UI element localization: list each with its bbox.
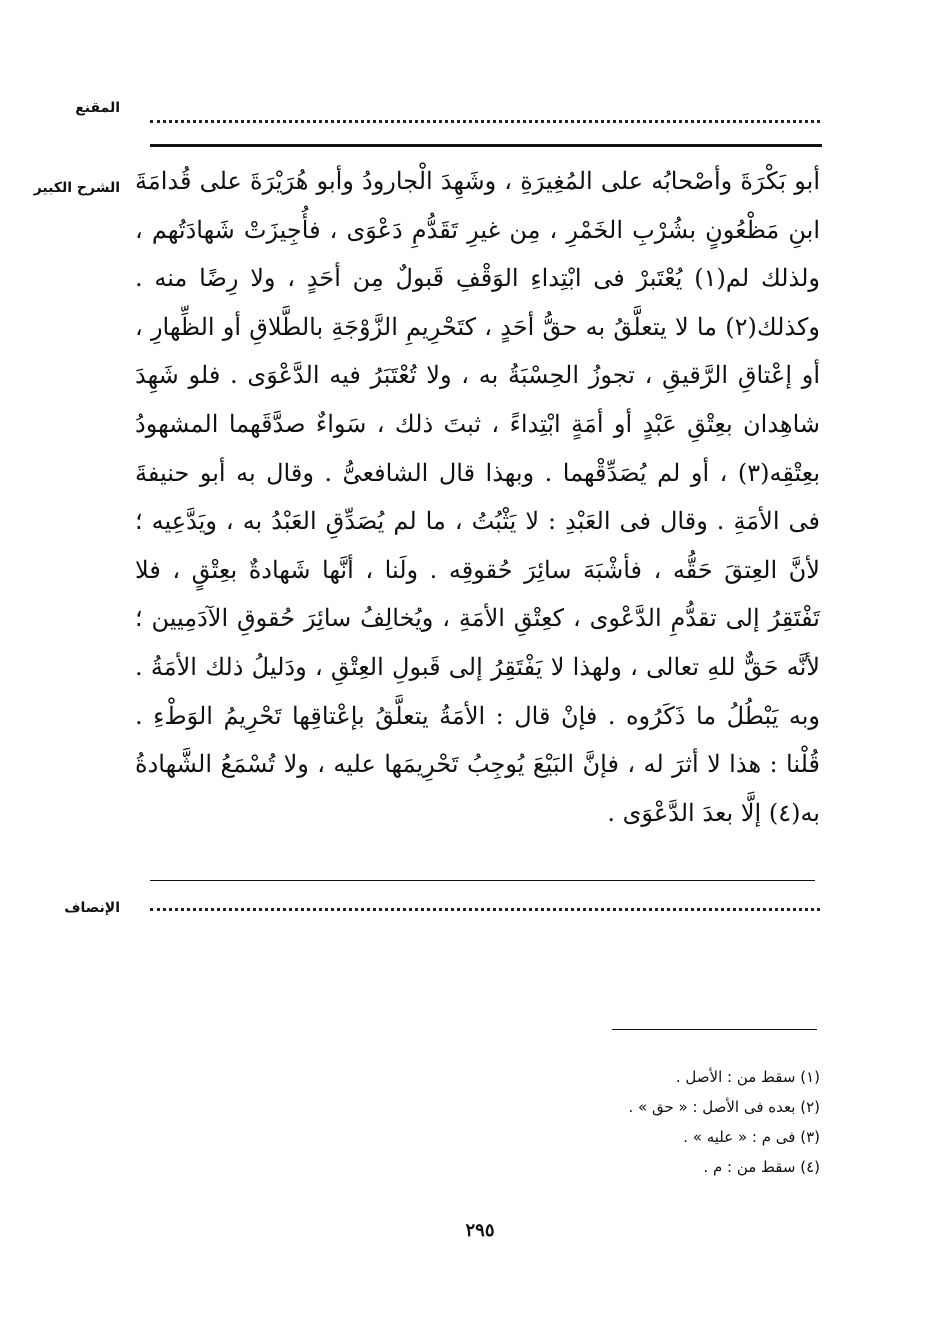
header-dotted-line (150, 120, 820, 123)
footnote-2: (٢) بعده فى الأصل : « حق » . (628, 1098, 820, 1116)
commentary-label: الشرح الكبير (33, 180, 120, 196)
main-paragraph: أبو بَكْرَةَ وأصْحابُه على المُغِيرَةِ ، وشَهِدَ الْجارودُ وأبو هُرَيْرَةَ على قُدامَةَ ابنِ مَظْعُونٍ بشُرْبِ الخَمْرِ ، مِن غيرِ تَقَدُّمِ دَعْوَى ، فأُجِيزَتْ شَهادَتُهم ، ولذلك لم(١) يُعْتَبرْ فى ابْتِداءِ الوَقْفِ قَبولٌ مِن أحَدٍ ، ولا رِضًا منه . وكذلك(٢) ما لا يتعلَّقُ به حقُّ أحَدٍ ، كتَحْرِيمِ الزَّوْجَةِ بالطَّلاقِ أو الظِّهارِ ، أو إعْتاقِ الرَّقيقِ ، تجوزُ الحِسْبَةُ به ، ولا تُعْتَبَرُ فيه الدَّعْوَى . فلو شَهِدَ شاهِدان بعِتْقِ عَبْدٍ أو أمَةٍ ابْتِداءً ، ثبتَ ذلك ، سَواءٌ صدَّقَهما المشهودُ بعِتْقِه(٣) ، أو لم يُصَدِّقْهما . وبهذا قال الشافعىُّ . وقال به أبو حنيفةَ فى الأمَةِ . وقال فى العَبْدِ : لا يَثْبُتُ ، ما لم يُصَدِّقِ العَبْدُ به ، ويَدَّعِيه ؛ لأنَّ العِتقَ حَقُّه ، فأشْبَهَ سائِرَ حُقوقِه . ولَنا ، أنَّها شَهادةٌ بعِتْقٍ ، فلا تَفْتَقِرُ إلى تقدُّمِ الدَّعْوى ، كعِتْقِ الأمَةِ ، ويُخالِفُ سائِرَ حُقوقِ الآدَمِيين ؛ لأنَّه حَقٌّ للهِ تعالى ، ولهذا لا يَفْتَقِرُ إلى قَبولِ العِتْقِ ، ودَليلُ ذلك الأمَةُ . وبه يَبْطُلُ ما ذَكَرُوه . فإنْ قال : الأمَةُ يتعلَّقُ بإعْتاقِها تَحْرِيمُ الوَطْءِ . قُلْنا : هذا لا أثرَ له ، فإنَّ البَيْعَ يُوجِبُ تَحْرِيمَها عليه ، ولا تُسْمَعُ الشَّهادةُ به(٤) إلَّا بعدَ الدَّعْوَى . (135, 167, 820, 827)
footnote-rule (612, 1029, 817, 1030)
insaf-dotted-line (150, 908, 820, 911)
footnotes (500, 1062, 820, 1182)
book-title: المقنع (75, 100, 120, 116)
header-rule (150, 144, 822, 147)
insaf-label: الإنصاف (64, 900, 120, 916)
footnote-1: (١) سقط من : الأصل . (675, 1068, 820, 1086)
main-body (135, 157, 820, 837)
footnote-4: (٤) سقط من : م . (703, 1158, 820, 1176)
page-number: ٢٩٥ (465, 1220, 495, 1241)
section-rule (150, 880, 815, 881)
footnote-3: (٣) فى م : « عليه » . (683, 1128, 820, 1146)
